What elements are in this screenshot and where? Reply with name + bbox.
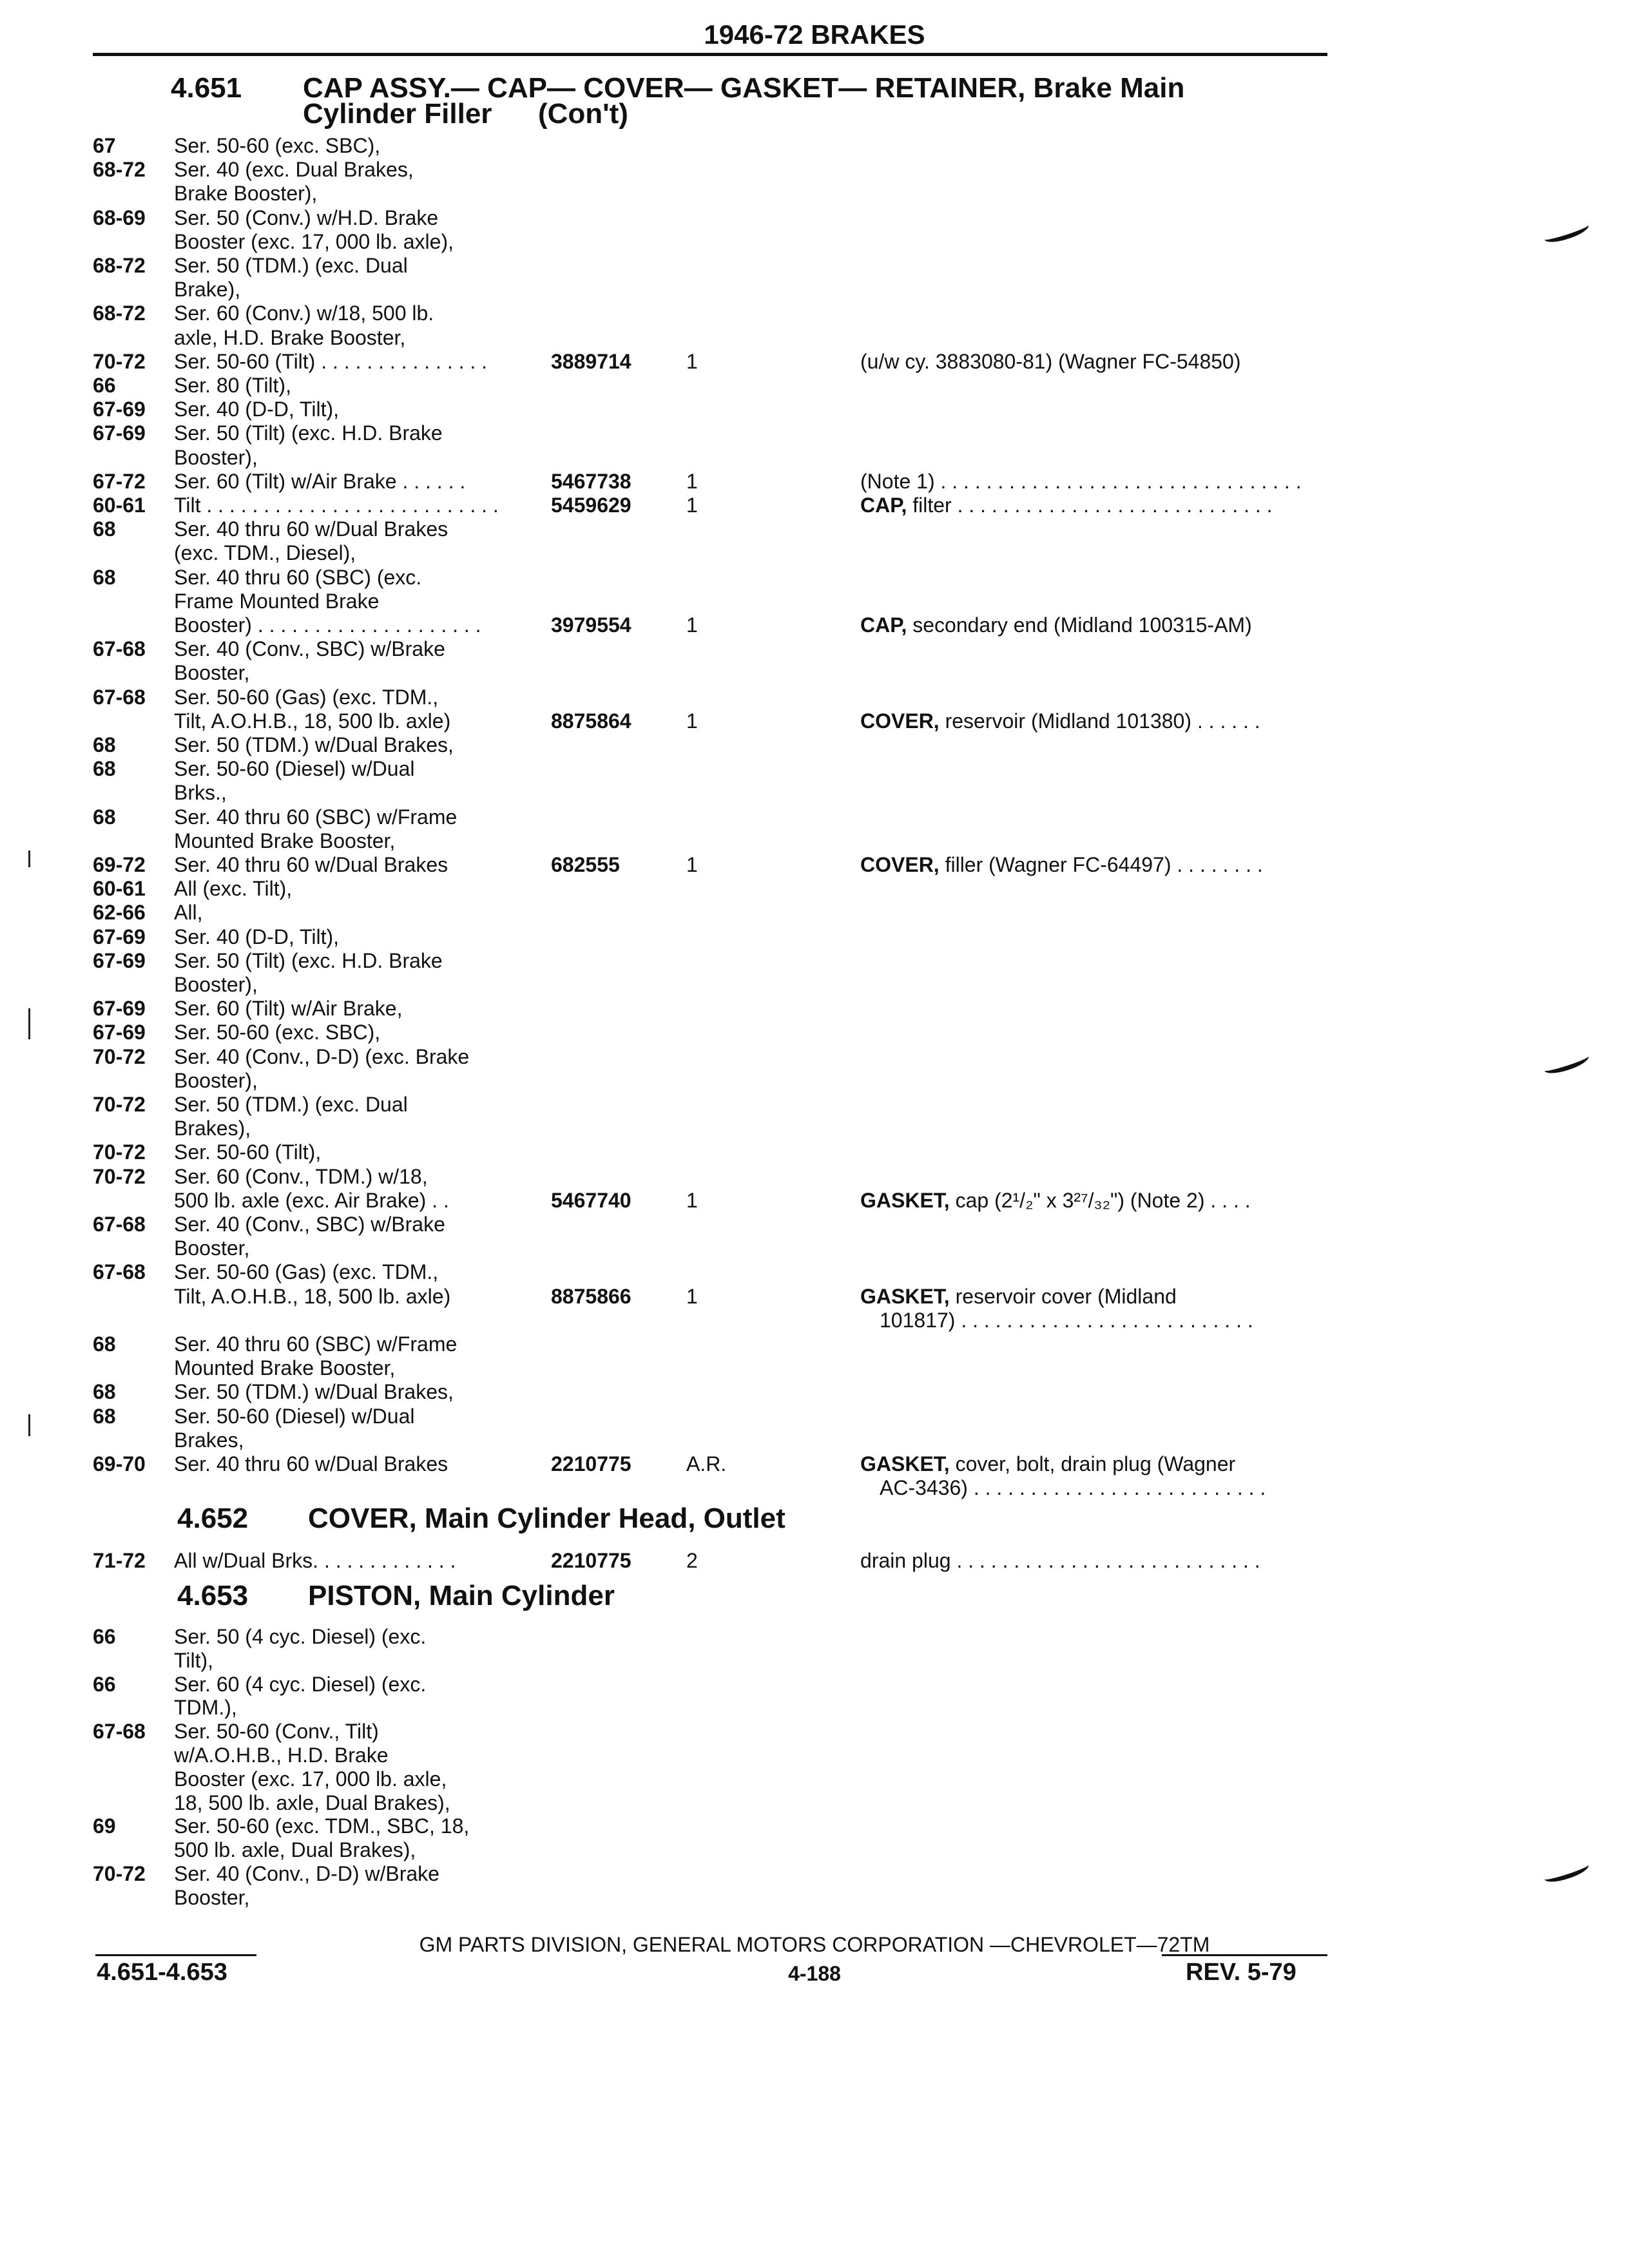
row-description: Tilt, A.O.H.B., 18, 500 lb. axle) xyxy=(174,709,451,733)
row-years: 66 xyxy=(93,374,116,397)
row-years: 70-72 xyxy=(93,349,146,373)
row-quantity: 1 xyxy=(686,613,698,637)
row-description: Ser. 40 thru 60 (SBC) w/Frame xyxy=(174,805,458,829)
row-remarks-text: secondary end (Midland 100315-AM) xyxy=(907,613,1252,637)
footer-credit: GM PARTS DIVISION, GENERAL MOTORS CORPORATION —CHEVROLET—72TM xyxy=(419,1933,1210,1956)
row-years: 68 xyxy=(93,1404,116,1428)
row-remarks-label: COVER, xyxy=(860,709,940,733)
row-remarks xyxy=(860,470,1302,494)
row-description: Booster), xyxy=(174,973,258,996)
section-4651-cont: (Con't) xyxy=(538,98,628,130)
row-years: 70-72 xyxy=(93,1862,146,1885)
row-description: Ser. 60 (Tilt) w/Air Brake . . . . . . xyxy=(174,469,466,493)
row-description: Booster (exc. 17, 000 lb. axle, xyxy=(174,1767,447,1791)
row-part-number: 3979554 xyxy=(551,613,631,637)
row-description: Booster), xyxy=(174,1068,258,1092)
row-remarks-label: CAP, xyxy=(860,494,907,517)
row-description: Ser. 40 (Conv., SBC) w/Brake xyxy=(174,1213,445,1236)
row-description: Mounted Brake Booster, xyxy=(174,829,396,852)
row-quantity: 1 xyxy=(686,1188,698,1212)
scan-mark xyxy=(1543,218,1591,245)
row-description: Ser. 40 (Conv., SBC) w/Brake xyxy=(174,637,445,661)
row-description: Ser. 60 (Conv.) w/18, 500 lb. xyxy=(174,302,434,325)
row-remarks-label: COVER, xyxy=(860,853,940,876)
row-description: 18, 500 lb. axle, Dual Brakes), xyxy=(174,1791,450,1814)
row-remarks xyxy=(860,1285,1177,1309)
row-description: Ser. 40 thru 60 w/Dual Brakes xyxy=(174,517,448,541)
row-years: 67 xyxy=(93,134,116,157)
row-years: 70-72 xyxy=(93,1044,146,1068)
top-rule xyxy=(93,53,1327,56)
row-years: 60-61 xyxy=(93,877,146,901)
row-remarks xyxy=(860,1549,1260,1573)
row-description: Ser. 50-60 (Gas) (exc. TDM., xyxy=(174,1260,439,1284)
row-remarks xyxy=(860,350,1240,374)
row-description: Ser. 40 (Conv., D-D) w/Brake xyxy=(174,1862,439,1885)
row-description: Ser. 60 (Tilt) w/Air Brake, xyxy=(174,997,403,1021)
row-years: 67-69 xyxy=(93,997,146,1021)
row-description: Ser. 40 thru 60 (SBC) w/Frame xyxy=(174,1332,458,1356)
row-years: 69-72 xyxy=(93,853,146,876)
row-description: Ser. 50-60 (Gas) (exc. TDM., xyxy=(174,685,439,709)
row-description: Ser. 50 (Tilt) (exc. H.D. Brake xyxy=(174,948,443,972)
section-4651-title: CAP ASSY.— CAP— COVER— GASKET— RETAINER, Brake Main xyxy=(303,72,1185,104)
row-years: 67-69 xyxy=(93,925,146,948)
section-4652-title: COVER, Main Cylinder Head, Outlet xyxy=(308,1503,786,1534)
row-quantity: 1 xyxy=(686,349,698,373)
section-4653-title: PISTON, Main Cylinder xyxy=(308,1580,615,1611)
row-description: Ser. 50-60 (Tilt), xyxy=(174,1140,322,1164)
row-description: All (exc. Tilt), xyxy=(174,877,293,901)
row-description: Ser. 50-60 (Diesel) w/Dual xyxy=(174,1404,415,1428)
row-years: 68 xyxy=(93,757,116,781)
row-description: Ser. 80 (Tilt), xyxy=(174,374,291,397)
row-description: Ser. 50 (TDM.) (exc. Dual xyxy=(174,1093,408,1116)
row-description: Ser. 60 (4 cyc. Diesel) (exc. xyxy=(174,1672,427,1696)
row-years: 67-69 xyxy=(93,398,146,421)
row-years: 70-72 xyxy=(93,1140,146,1164)
row-remarks-label: GASKET, xyxy=(860,1188,950,1212)
row-description: Booster (exc. 17, 000 lb. axle), xyxy=(174,229,454,253)
row-years: 66 xyxy=(93,1625,116,1648)
row-years: 70-72 xyxy=(93,1093,146,1116)
row-quantity: 1 xyxy=(686,709,698,733)
row-description: Ser. 40 thru 60 w/Dual Brakes xyxy=(174,1452,448,1475)
section-4652-number: 4.652 xyxy=(177,1503,249,1534)
scan-mark xyxy=(28,850,30,867)
row-description: Booster) . . . . . . . . . . . . . . . . . . . . xyxy=(174,613,481,637)
row-quantity: 2 xyxy=(686,1549,698,1572)
row-description: Brks., xyxy=(174,781,227,805)
row-description: Ser. 50-60 (exc. SBC), xyxy=(174,134,381,157)
row-remarks xyxy=(880,1476,1266,1500)
row-description: Brakes, xyxy=(174,1428,244,1452)
row-description: Brake Booster), xyxy=(174,182,318,206)
row-years: 68 xyxy=(93,733,116,756)
row-description: Ser. 40 thru 60 (SBC) (exc. xyxy=(174,565,422,589)
scan-mark xyxy=(28,1414,30,1436)
section-4651-title-line2: Cylinder Filler xyxy=(303,98,492,130)
row-years: 68-72 xyxy=(93,158,146,182)
row-remarks-text: filter . . . . . . . . . . . . . . . . . . . . . . . . . . . . xyxy=(907,494,1273,517)
row-description: Ser. 50-60 (Tilt) . . . . . . . . . . . . . . . xyxy=(174,349,488,373)
row-years: 67-69 xyxy=(93,421,146,445)
row-years: 68-69 xyxy=(93,206,146,229)
footer-section-range: 4.651-4.653 xyxy=(97,1959,227,1986)
row-years: 67-68 xyxy=(93,685,146,709)
row-description: Booster), xyxy=(174,445,258,469)
row-description: Ser. 50 (TDM.) w/Dual Brakes, xyxy=(174,733,454,756)
row-description: All, xyxy=(174,901,203,925)
row-description: Frame Mounted Brake xyxy=(174,589,380,613)
row-description: Ser. 50 (4 cyc. Diesel) (exc. xyxy=(174,1625,427,1648)
row-description: Ser. 50 (TDM.) w/Dual Brakes, xyxy=(174,1380,454,1404)
row-quantity: 1 xyxy=(686,853,698,876)
row-description: Tilt), xyxy=(174,1648,214,1672)
row-remarks xyxy=(860,613,1252,637)
row-remarks-text: (Note 1) . . . . . . . . . . . . . . . . . . . . . . . . . . . . . . . . xyxy=(860,469,1302,493)
row-quantity: 1 xyxy=(686,1284,698,1308)
row-remarks-text: cover, bolt, drain plug (Wagner xyxy=(949,1452,1236,1475)
row-part-number: 5459629 xyxy=(551,494,631,517)
row-description: Booster, xyxy=(174,661,250,685)
row-years: 68 xyxy=(93,565,116,589)
scan-mark xyxy=(1543,1050,1591,1077)
row-part-number: 5467738 xyxy=(551,469,631,493)
row-description: Ser. 50 (Conv.) w/H.D. Brake xyxy=(174,206,439,229)
row-years: 67-69 xyxy=(93,1021,146,1044)
section-4653-number: 4.653 xyxy=(177,1580,249,1611)
row-description: Ser. 40 (D-D, Tilt), xyxy=(174,398,340,421)
row-remarks-text: (u/w cy. 3883080-81) (Wagner FC-54850) xyxy=(860,349,1241,373)
row-years: 70-72 xyxy=(93,1164,146,1188)
row-description: (exc. TDM., Diesel), xyxy=(174,541,356,565)
row-years: 67-68 xyxy=(93,1720,146,1744)
row-remarks-text: AC-3436) . . . . . . . . . . . . . . . . . . . . . . . . . . xyxy=(880,1476,1266,1500)
row-years: 68 xyxy=(93,517,116,541)
row-part-number: 8875864 xyxy=(551,709,631,733)
row-quantity: 1 xyxy=(686,469,698,493)
row-years: 68-72 xyxy=(93,302,146,325)
row-description: Brake), xyxy=(174,278,241,302)
row-years: 67-69 xyxy=(93,948,146,972)
row-remarks-text: filler (Wagner FC-64497) . . . . . . . . xyxy=(939,853,1263,876)
row-remarks-text: drain plug . . . . . . . . . . . . . . . . . . . . . . . . . . . xyxy=(860,1549,1260,1572)
page-title: 1946-72 BRAKES xyxy=(704,19,925,50)
row-years: 71-72 xyxy=(93,1549,146,1572)
row-description: Ser. 50-60 (Diesel) w/Dual xyxy=(174,757,415,781)
row-years: 67-68 xyxy=(93,1260,146,1284)
row-years: 69 xyxy=(93,1814,116,1838)
row-part-number: 2210775 xyxy=(551,1452,631,1475)
row-years: 67-72 xyxy=(93,469,146,493)
row-description: TDM.), xyxy=(174,1696,237,1720)
footer-revision: REV. 5-79 xyxy=(1186,1959,1296,1986)
row-remarks-label: GASKET, xyxy=(860,1284,950,1308)
row-description: Booster, xyxy=(174,1236,250,1260)
row-description: Ser. 50 (Tilt) (exc. H.D. Brake xyxy=(174,421,443,445)
row-part-number: 5467740 xyxy=(551,1188,631,1212)
row-part-number: 3889714 xyxy=(551,349,631,373)
row-description: Ser. 40 (D-D, Tilt), xyxy=(174,925,340,948)
row-quantity: 1 xyxy=(686,494,698,517)
row-part-number: 2210775 xyxy=(551,1549,631,1572)
row-years: 66 xyxy=(93,1672,116,1696)
footer-page-number: 4-188 xyxy=(788,1962,841,1985)
row-years: 68-72 xyxy=(93,254,146,277)
row-years: 68 xyxy=(93,1332,116,1356)
row-remarks-text: reservoir (Midland 101380) . . . . . . xyxy=(939,709,1260,733)
row-description: Ser. 40 (exc. Dual Brakes, xyxy=(174,158,414,182)
row-description: 500 lb. axle, Dual Brakes), xyxy=(174,1838,416,1862)
row-description: Ser. 50-60 (exc. SBC), xyxy=(174,1021,381,1044)
row-years: 69-70 xyxy=(93,1452,146,1475)
row-years: 68 xyxy=(93,805,116,829)
row-years: 67-68 xyxy=(93,1213,146,1236)
row-remarks xyxy=(860,494,1273,517)
row-remarks-label: GASKET, xyxy=(860,1452,950,1475)
row-part-number: 682555 xyxy=(551,853,620,876)
row-description: Booster, xyxy=(174,1885,250,1909)
row-years: 67-68 xyxy=(93,637,146,661)
row-description: Ser. 60 (Conv., TDM.) w/18, xyxy=(174,1164,428,1188)
row-description: axle, H.D. Brake Booster, xyxy=(174,325,406,349)
row-remarks xyxy=(880,1309,1253,1332)
row-description: Ser. 50-60 (exc. TDM., SBC, 18, xyxy=(174,1814,470,1838)
row-remarks xyxy=(860,709,1260,733)
row-part-number: 8875866 xyxy=(551,1284,631,1308)
row-remarks-text: reservoir cover (Midland xyxy=(949,1284,1177,1308)
row-description: All w/Dual Brks. . . . . . . . . . . . . xyxy=(174,1549,456,1572)
row-remarks xyxy=(860,1452,1235,1476)
row-description: Mounted Brake Booster, xyxy=(174,1356,396,1380)
row-remarks-text: cap (2¹/₂" x 3²⁷/₃₂") (Note 2) . . . . xyxy=(949,1188,1251,1212)
row-remarks-label: CAP, xyxy=(860,613,907,637)
row-quantity: A.R. xyxy=(686,1452,727,1475)
row-description: Ser. 50 (TDM.) (exc. Dual xyxy=(174,254,408,277)
section-4651-number: 4.651 xyxy=(171,72,242,104)
row-remarks xyxy=(860,1189,1251,1213)
scan-mark xyxy=(1543,1858,1591,1885)
scan-mark xyxy=(28,1008,30,1039)
row-description: Brakes), xyxy=(174,1117,251,1140)
row-remarks xyxy=(860,853,1263,877)
row-remarks-text: 101817) . . . . . . . . . . . . . . . . . . . . . . . . . . xyxy=(880,1308,1253,1332)
row-description: Tilt, A.O.H.B., 18, 500 lb. axle) xyxy=(174,1284,451,1308)
row-description: Ser. 40 (Conv., D-D) (exc. Brake xyxy=(174,1044,470,1068)
row-description: Ser. 50-60 (Conv., Tilt) xyxy=(174,1720,379,1744)
row-description: 500 lb. axle (exc. Air Brake) . . xyxy=(174,1188,449,1212)
row-description: Ser. 40 thru 60 w/Dual Brakes xyxy=(174,853,448,876)
row-years: 60-61 xyxy=(93,494,146,517)
row-years: 62-66 xyxy=(93,901,146,925)
row-description: Tilt . . . . . . . . . . . . . . . . . . . . . . . . . . xyxy=(174,494,499,517)
row-years: 68 xyxy=(93,1380,116,1404)
row-description: w/A.O.H.B., H.D. Brake xyxy=(174,1744,389,1767)
